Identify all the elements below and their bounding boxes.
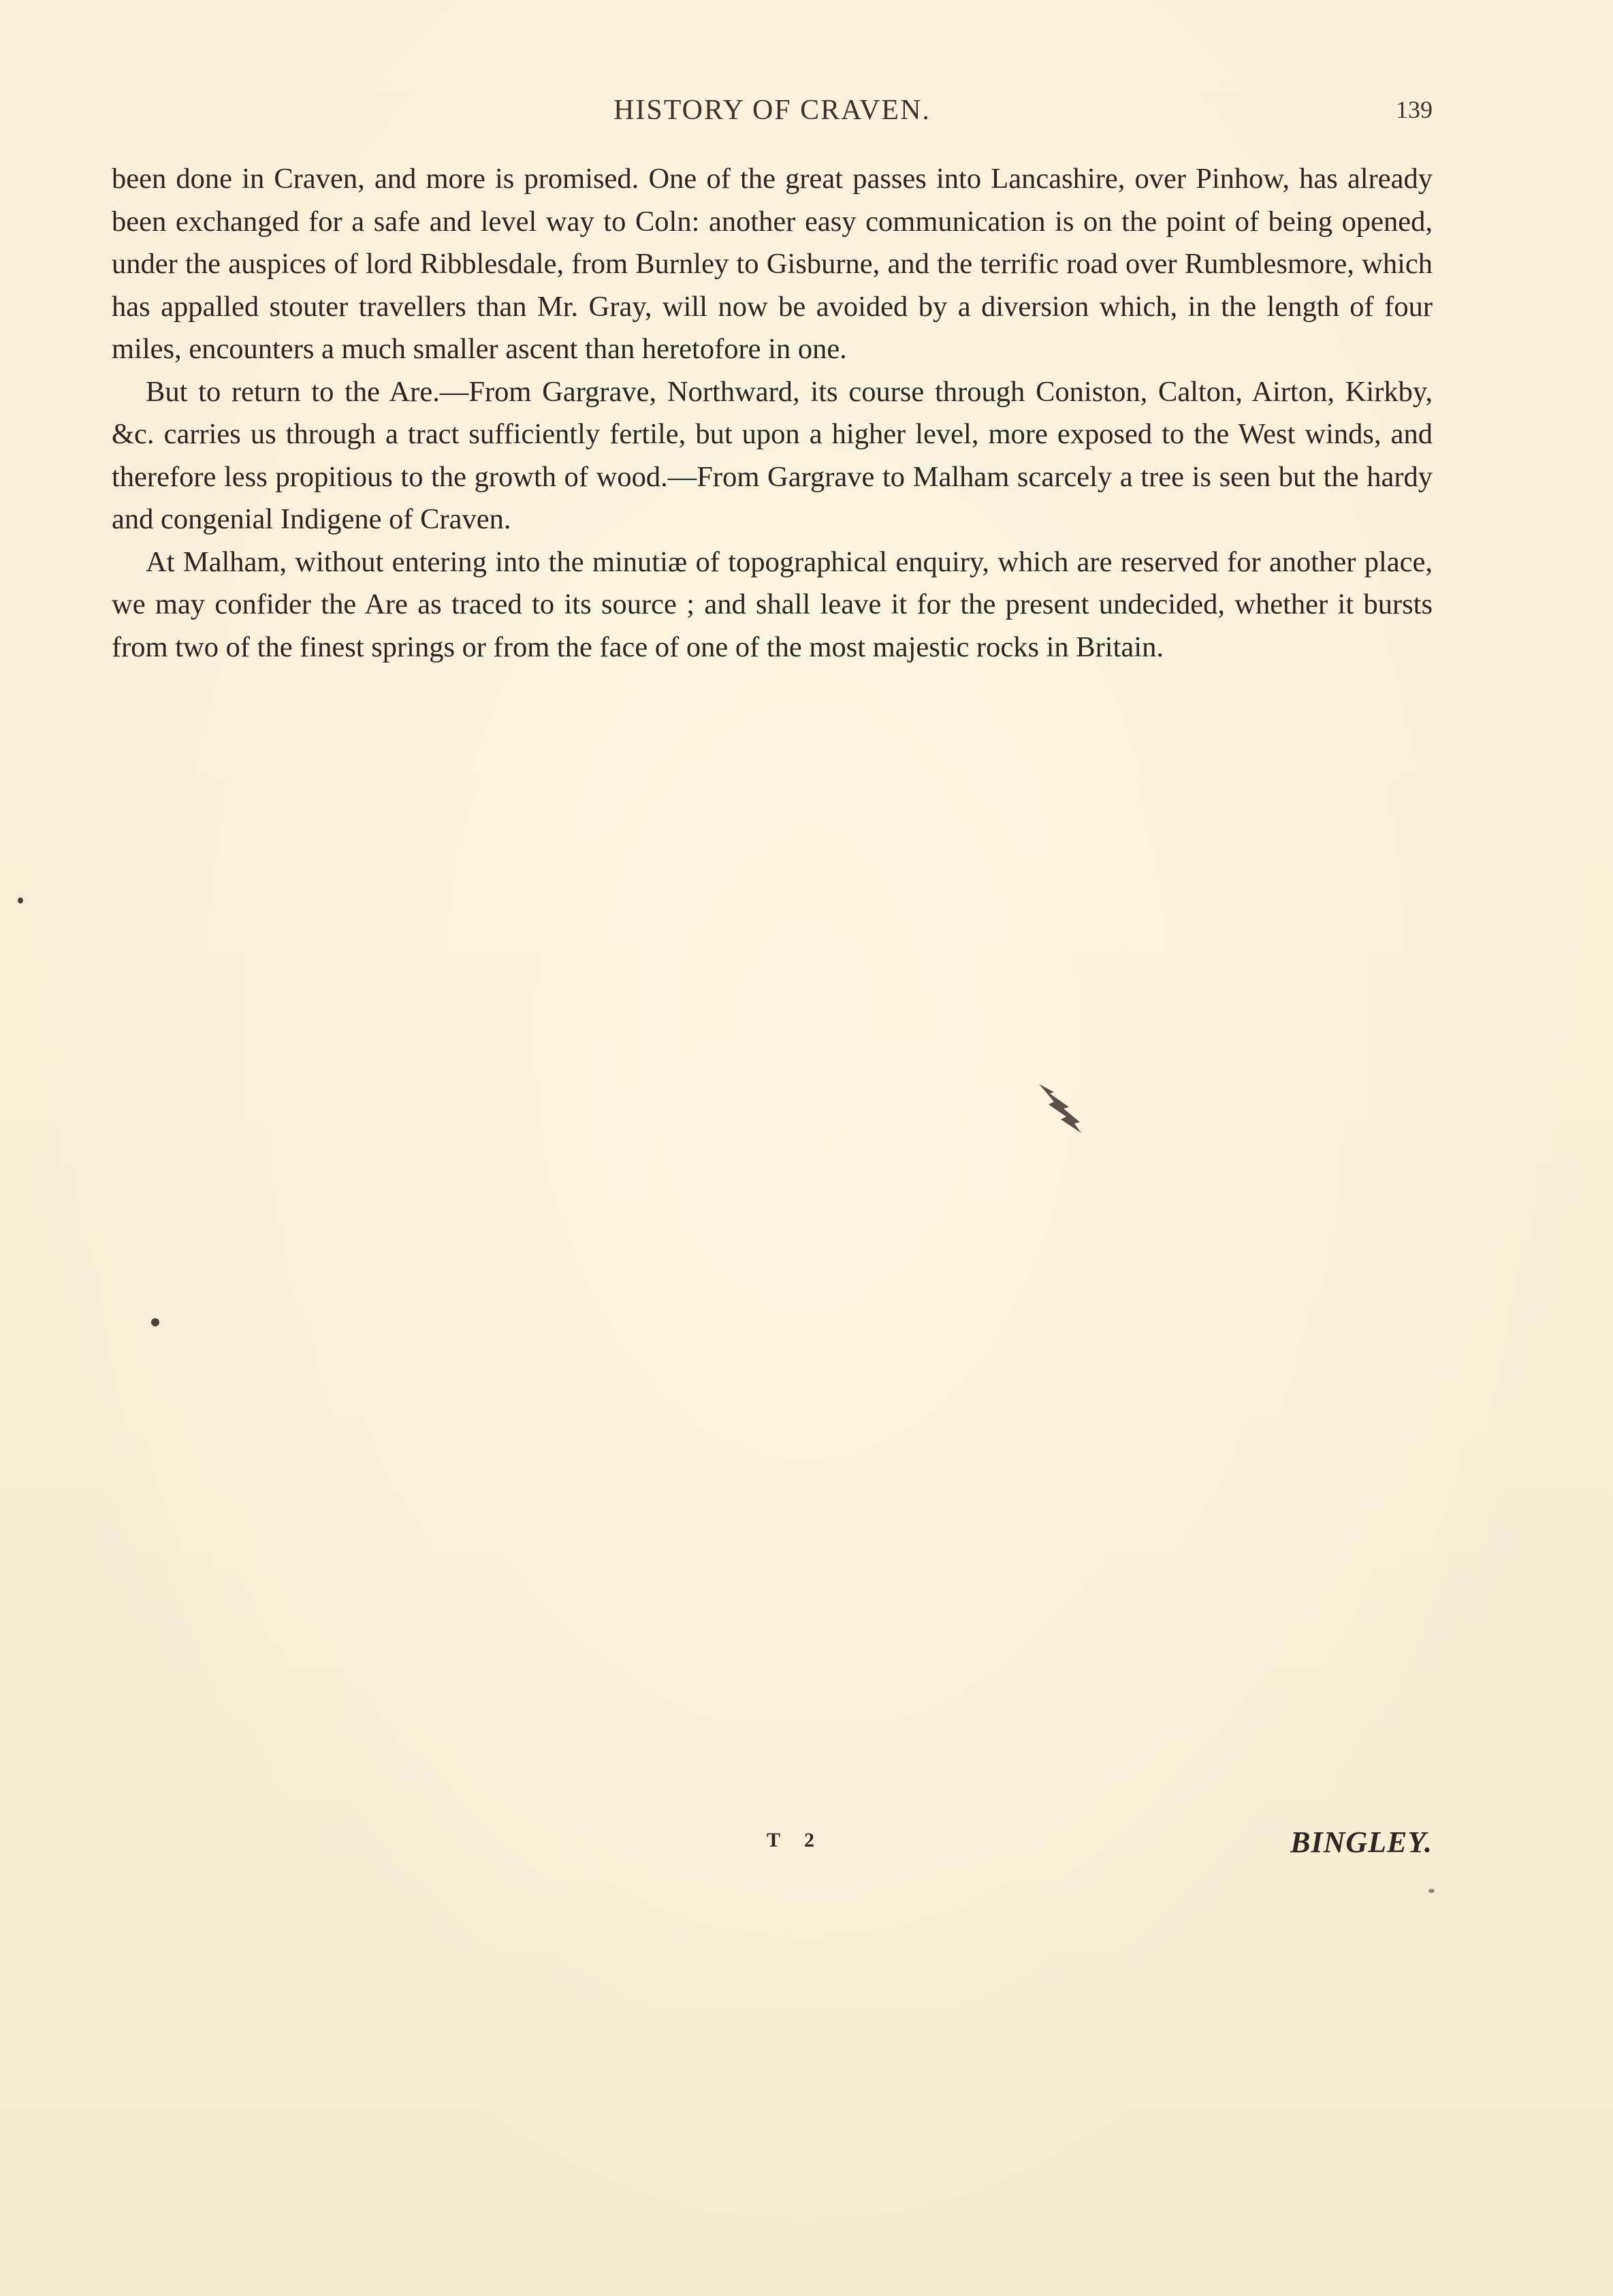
signature-mark: T 2 xyxy=(767,1829,824,1851)
page-footer xyxy=(112,1825,1433,1866)
paper-speck xyxy=(1428,1889,1435,1893)
catchword: BINGLEY. xyxy=(1290,1825,1433,1859)
paragraph: At Malham, without entering into the minutiæ of topographical enquiry, which are reserved for another place, we may confider the Are as traced to its source ; and shall leave it for the present undecided, whether it bursts from two of the finest springs or from the face of one of the most majestic rocks in Britain. xyxy=(112,545,1433,663)
page-number: 139 xyxy=(1396,96,1433,123)
paper-speck xyxy=(151,1318,159,1326)
paragraph: But to return to the Are.—From Gargrave, Northward, its course through Coniston, Calton, Airton, Kirkby, &c. carries us through a tract sufficiently fertile, but upon a higher level, more exposed to the West winds, and therefore less propitious to the growth of wood.—From Gargrave to Malham scarcely a tree is seen but the hardy and congenial Indigene of Craven. xyxy=(112,375,1433,535)
page-title: HISTORY OF CRAVEN. xyxy=(613,95,931,126)
ink-blot-mark xyxy=(1034,1081,1095,1143)
body-text xyxy=(112,158,1433,669)
running-head xyxy=(112,94,1433,135)
paragraph: been done in Craven, and more is promised. One of the great passes into Lancashire, over Pinhow, has already been exchanged for a safe and level way to Coln: another easy communication is on the point of being opened, under the auspices of lord Ribblesdale, from Burnley to Gisburne, and the terrific road over Rumblesmore, which has appalled stouter travellers than Mr. Gray, will now be avoided by a diversion which, in the length of four miles, encounters a much smaller ascent than heretofore in one. xyxy=(112,163,1433,365)
paper-speck xyxy=(18,897,23,904)
